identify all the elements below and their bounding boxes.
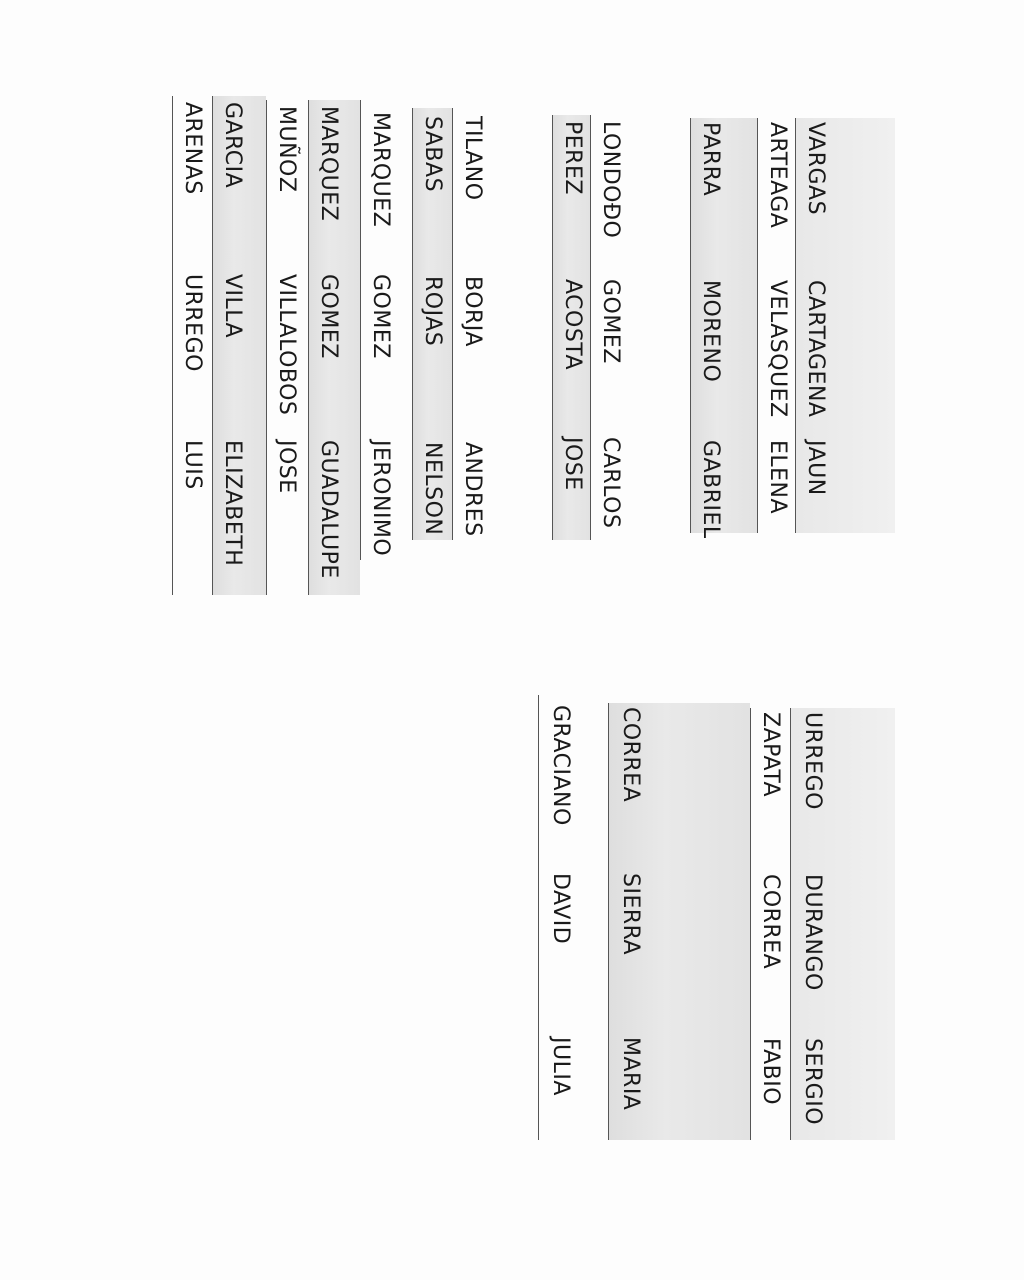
given-name: ELENA: [765, 440, 790, 515]
surname-1: TILANO: [460, 116, 485, 201]
given-name: JOSE: [560, 437, 585, 491]
given-name: MARIA: [618, 1037, 643, 1111]
surname-2: VILLALOBOS: [274, 274, 299, 416]
surname-1: ZAPATA: [758, 712, 783, 798]
surname-1: PARRA: [698, 122, 723, 197]
given-name: JAUN: [803, 440, 828, 496]
table-row: [608, 703, 750, 1140]
surname-2: SIERRA: [618, 873, 643, 956]
surname-1: PEREZ: [560, 121, 585, 195]
surname-2: DURANGO: [800, 874, 825, 991]
table-row: [790, 708, 895, 1140]
surname-2: DAVID: [548, 873, 573, 945]
surname-1: LONDOÐO: [598, 121, 623, 239]
surname-2: ACOSTA: [560, 279, 585, 371]
given-name: JOSE: [274, 440, 299, 494]
table-row: [308, 100, 360, 595]
given-name: CARLOS: [598, 437, 623, 529]
given-name: FABIO: [758, 1038, 783, 1106]
surname-2: URREGO: [180, 274, 205, 372]
given-name: LUIS: [180, 440, 205, 490]
surname-2: GOMEZ: [368, 274, 393, 359]
given-name: ANDRES: [460, 442, 485, 537]
table-row: [795, 118, 895, 533]
table-row: [412, 108, 452, 540]
table-row: [266, 100, 308, 595]
surname-1: MARQUEZ: [316, 106, 341, 222]
table-row: [757, 118, 795, 533]
table-row: [452, 108, 492, 540]
surname-2: VELASQUEZ: [765, 280, 790, 418]
surname-1: SABAS: [420, 116, 445, 193]
given-name: ELIZABETH: [220, 440, 245, 567]
surname-2: BORJA: [460, 276, 485, 347]
given-name: GUADALUPE: [316, 440, 341, 579]
surname-2: CARTAGENA: [803, 280, 828, 418]
table-row: [750, 708, 790, 1140]
surname-2: GOMEZ: [316, 274, 341, 359]
table-row: [690, 118, 757, 539]
surname-1: URREGO: [800, 712, 825, 810]
given-name: JULIA: [548, 1037, 573, 1096]
surname-2: ROJAS: [420, 276, 445, 347]
table-row: [552, 115, 590, 540]
surname-1: ARTEAGA: [765, 122, 790, 229]
surname-1: MUÑOZ: [274, 106, 299, 193]
surname-1: VARGAS: [803, 122, 828, 216]
surname-1: CORREA: [618, 707, 643, 803]
surname-2: VILLA: [220, 274, 245, 339]
table-row: [538, 695, 608, 1140]
table-row: [172, 96, 212, 595]
table-row: [590, 115, 630, 540]
given-name: SERGIO: [800, 1038, 825, 1126]
surname-1: MARQUEZ: [368, 112, 393, 228]
surname-1: GARCIA: [220, 102, 245, 189]
surname-2: CORREA: [758, 874, 783, 970]
given-name: JERONIMO: [368, 440, 393, 557]
surname-1: ARENAS: [180, 102, 205, 195]
given-name: GABRIEL: [698, 440, 723, 539]
surname-1: GRACIANO: [548, 705, 573, 826]
table-row: [360, 100, 412, 560]
surname-2: GOMEZ: [598, 279, 623, 364]
surname-2: MORENO: [698, 280, 723, 383]
given-name: NELSON: [420, 442, 445, 536]
table-row: [212, 96, 266, 595]
